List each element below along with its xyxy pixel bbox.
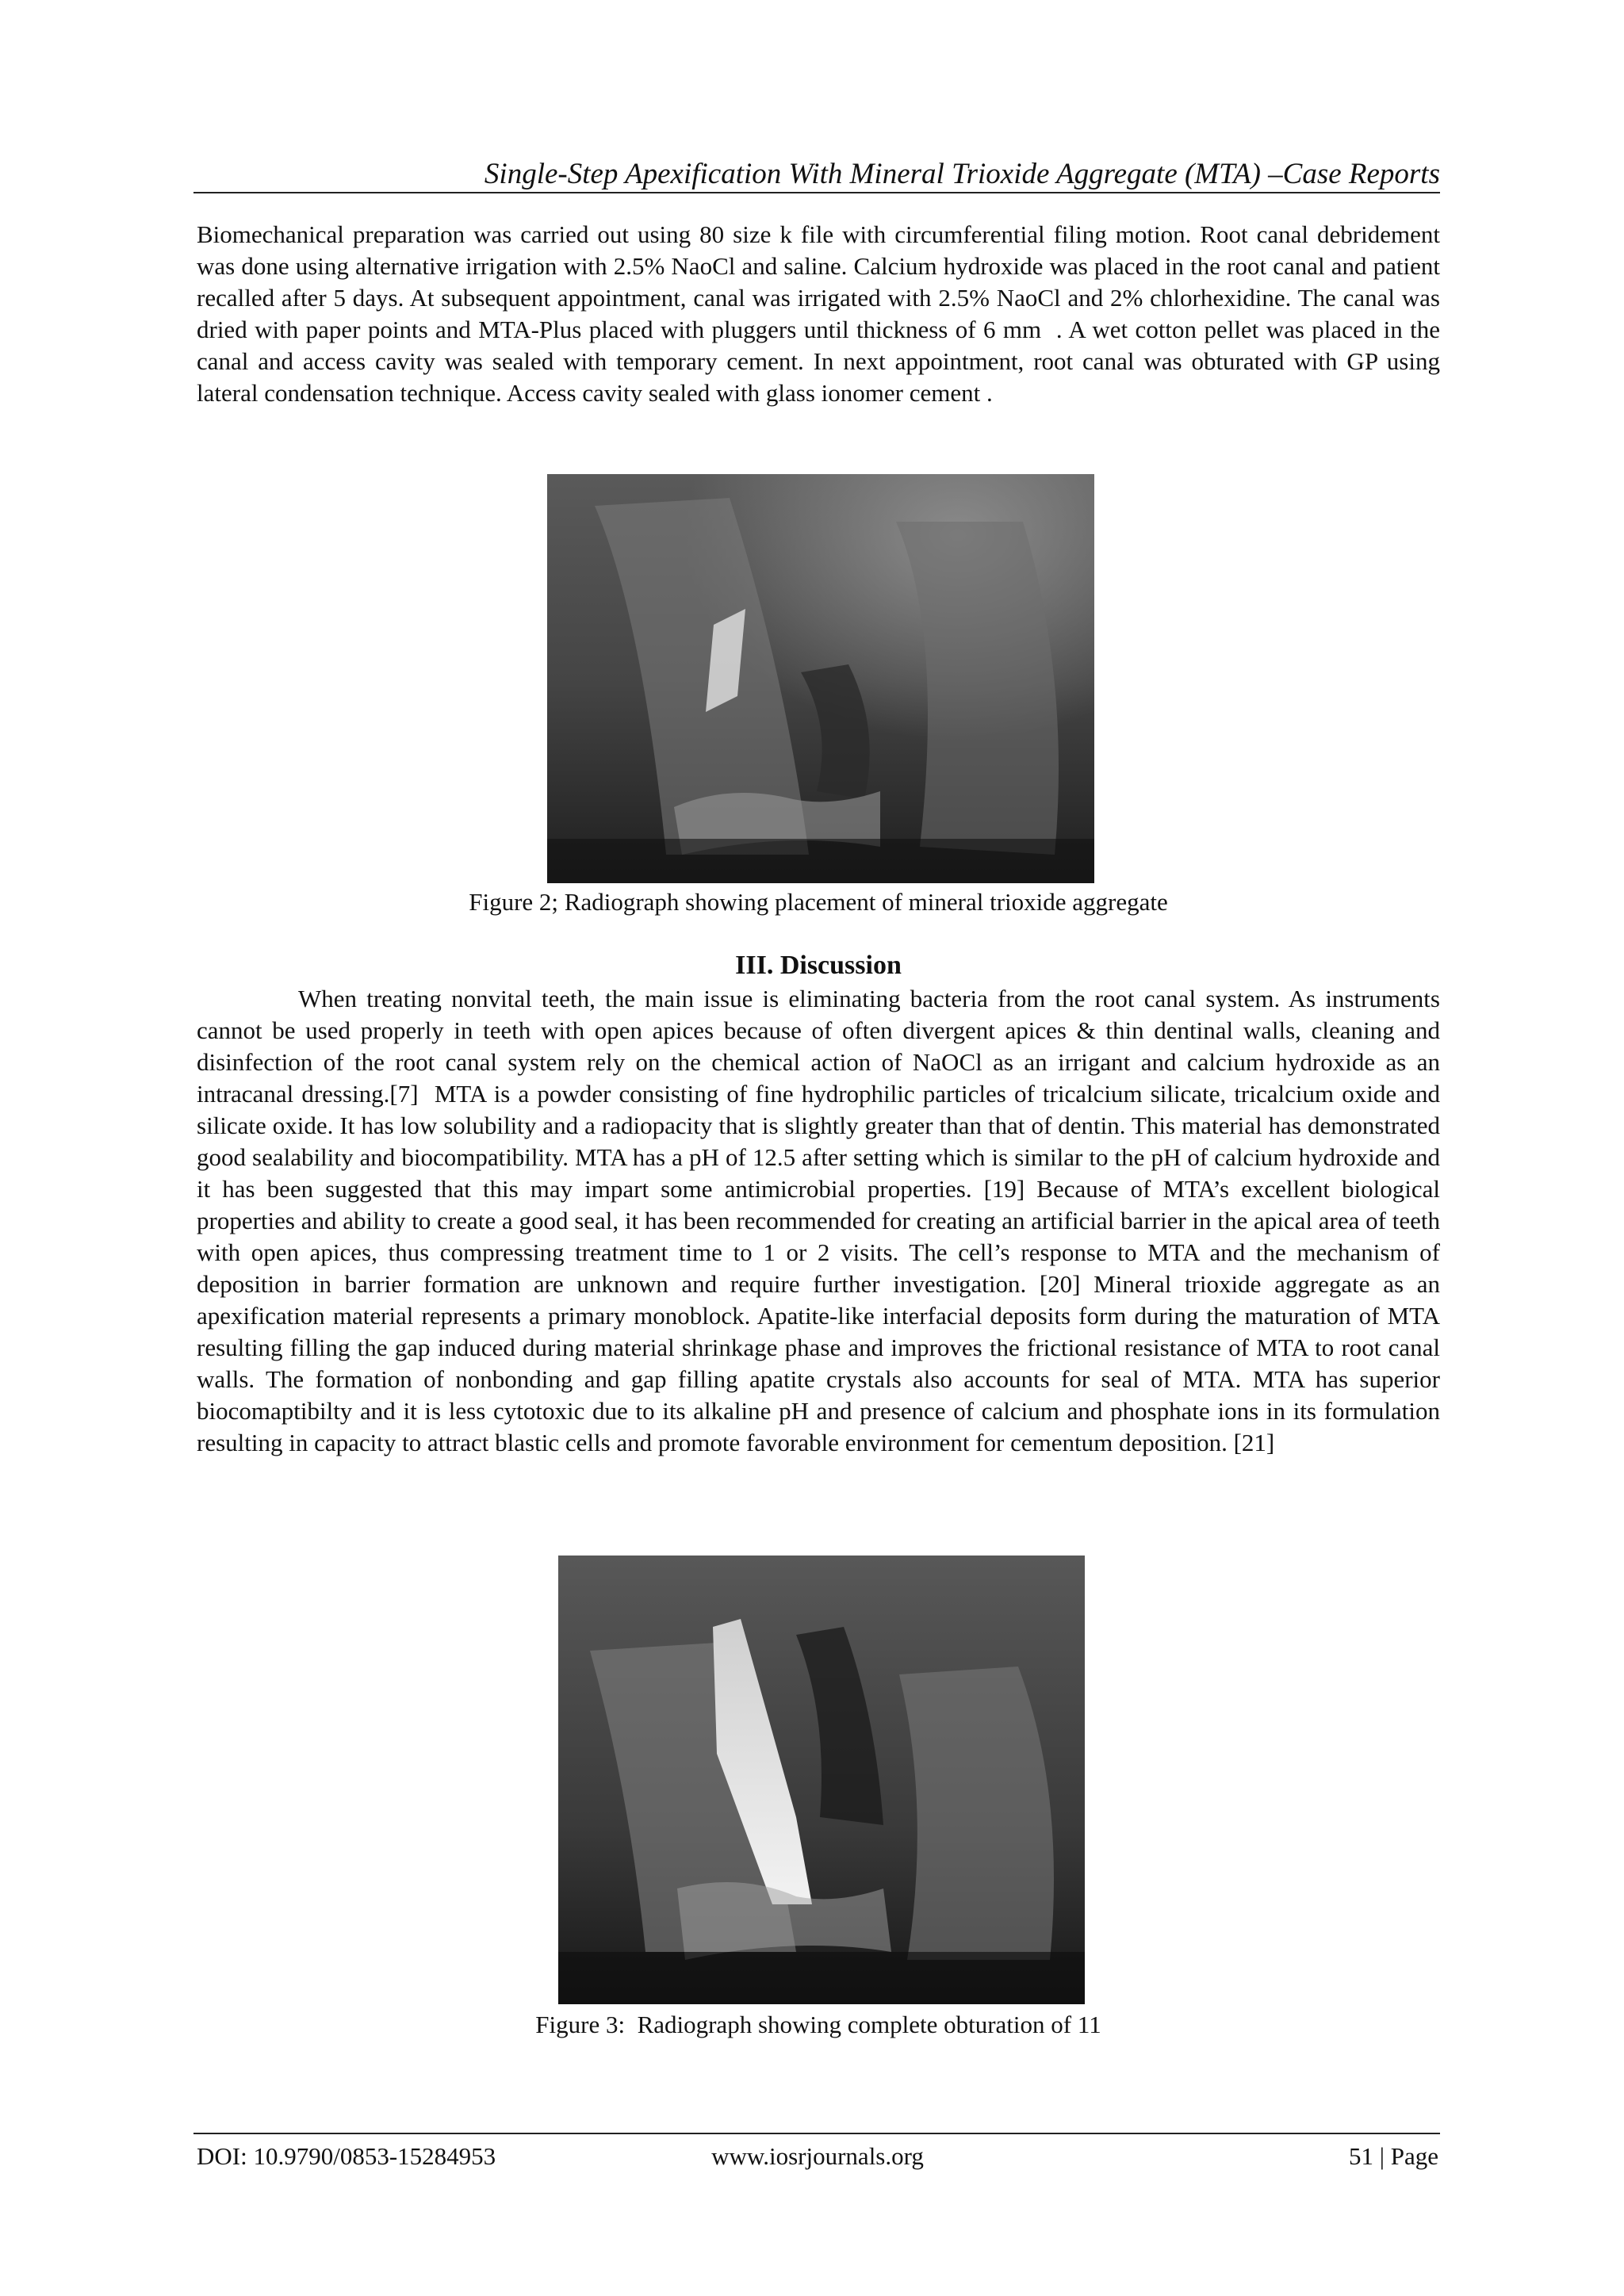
footer-doi: DOI: 10.9790/0853-15284953	[197, 2142, 496, 2170]
page-footer	[197, 2139, 1438, 2174]
running-header: Single-Step Apexification With Mineral Trioxide Aggregate (MTA) –Case Reports	[484, 158, 1440, 190]
footer-website-link[interactable]: www.iosrjournals.org	[711, 2142, 924, 2170]
figure-3-radiograph	[558, 1556, 1085, 2004]
figure-2-caption: Figure 2; Radiograph showing placement of mineral trioxide aggregate	[469, 888, 1168, 916]
footer-page-number: 51 | Page	[1349, 2142, 1438, 2170]
discussion-paragraph: When treating nonvital teeth, the main issue is eliminating bacteria from the root canal system. As instruments cannot be used properly in teeth with open apices because of often divergent apices & thin dentinal walls, cleaning and disinfection of the root canal system rely on the chemical action of NaOCl as an irrigant and calcium hydroxide as an intracanal dressing.[7] MTA is a powder consisting of fine hydrophilic particles of tricalcium silicate, tricalcium oxide and silicate oxide. It has low solubility and a radiopacity that is slightly greater than that of dentin. This material has demonstrated good sealability and biocompatibility. MTA has a pH of 12.5 after setting which is similar to the pH of calcium hydroxide and it has been suggested that this may impart some antimicrobial properties. [19] Because of MTA’s excellent biological properties and ability to create a good seal, it has been recommended for creating an artificial barrier in the apical area of teeth with open apices, thus compressing treatment time to 1 or 2 visits. The cell’s response to MTA and the mechanism of deposition in barrier formation are unknown and require further investigation. [20] Mineral trioxide aggregate as an apexification material represents a primary monoblock. Apatite-like interfacial deposits form during the maturation of MTA resulting filling the gap induced during material shrinkage phase and improves the frictional resistance of MTA to root canal walls. The formation of nonbonding and gap filling apatite crystals also accounts for seal of MTA. MTA has superior biocomaptibilty and it is less cytotoxic due to its alkaline pH and presence of calcium and phosphate ions in its formulation resulting in capacity to attract blastic cells and promote favorable environment for cementum deposition. [21]	[197, 985, 1440, 1456]
section-heading-discussion: III. Discussion	[735, 951, 902, 980]
header-rule	[193, 192, 1440, 193]
intro-paragraph: Biomechanical preparation was carried out using 80 size k file with circumferential filing motion. Root canal debridement was done using alternative irrigation with 2.5% NaoCl and saline. Calcium hydroxide was placed in the root canal and patient recalled after 5 days. At subsequent appointment, canal was irrigated with 2.5% NaoCl and 2% chlorhexidine. The canal was dried with paper points and MTA-Plus placed with pluggers until thickness of 6 mm . A wet cotton pellet was placed in the canal and access cavity was sealed with temporary cement. In next appointment, root canal was obturated with GP using lateral condensation technique. Access cavity sealed with glass ionomer cement .	[197, 220, 1440, 407]
footer-rule	[193, 2133, 1440, 2134]
figure-3-caption: Figure 3: Radiograph showing complete obturation of 11	[535, 2011, 1101, 2038]
figure-2-radiograph	[547, 474, 1094, 883]
